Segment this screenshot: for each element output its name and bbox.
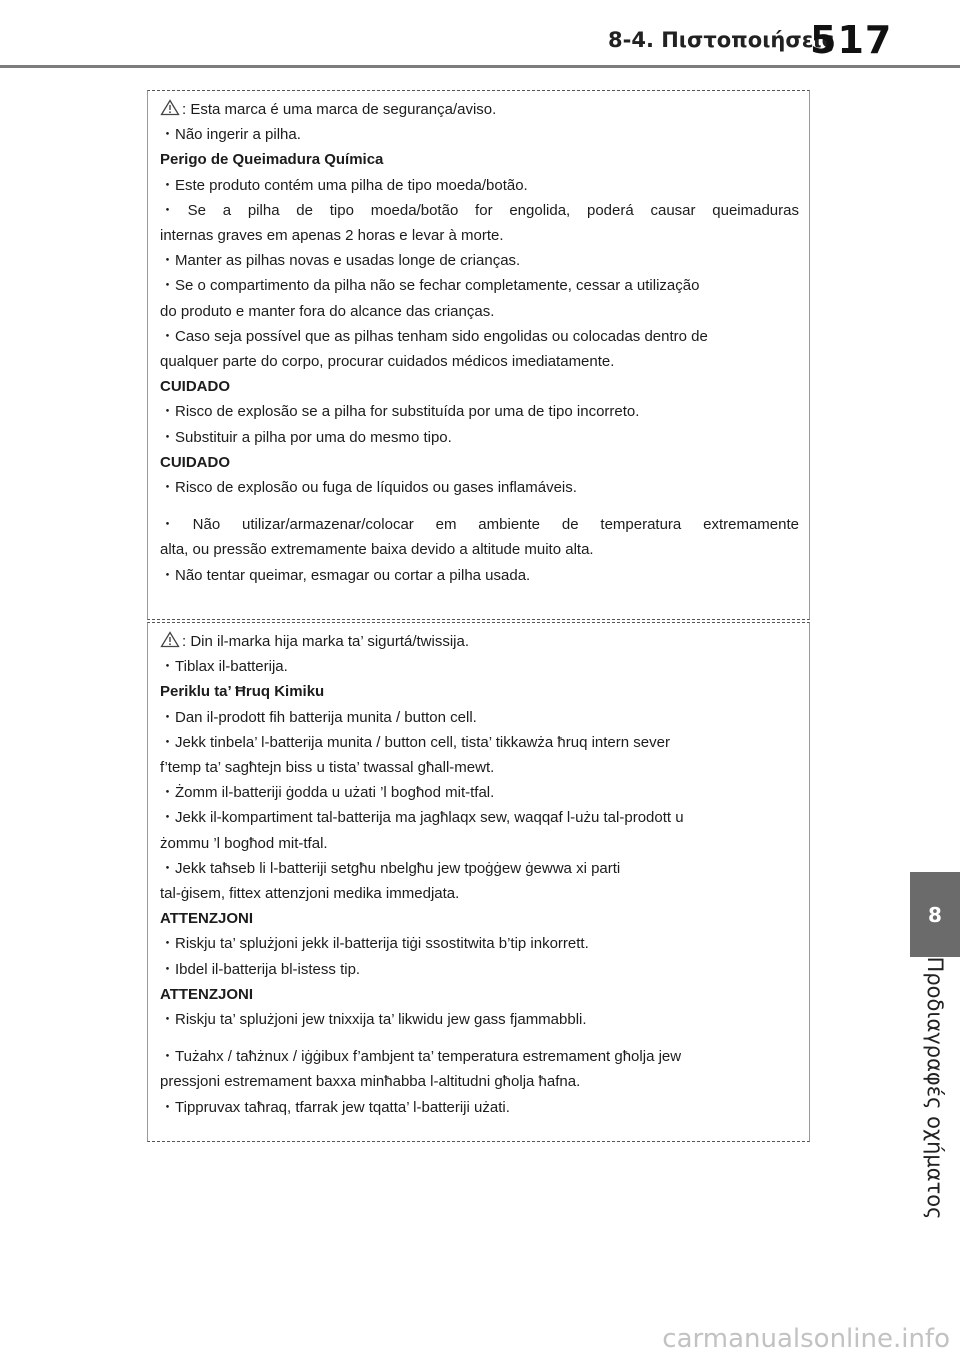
text-line: ・Jekk il-kompartiment tal-batterija ma jagħlaqx sew, waqqaf l-użu tal-prodott u xyxy=(160,809,684,827)
chapter-number: 8 xyxy=(928,902,942,927)
notice-box-portuguese xyxy=(147,90,810,620)
text-line: ・Se a pilha de tipo moeda/botão for engolida, poderá causar queimaduras xyxy=(160,201,799,219)
text-line: f’temp ta’ sagħtejn biss u tista’ twassal għall-mewt. xyxy=(160,759,495,777)
text-line: ・Não tentar queimar, esmagar ou cortar a pilha usada. xyxy=(160,566,531,584)
warning-text: : Esta marca é uma marca de segurança/aviso. xyxy=(182,101,497,118)
text-line: alta, ou pressão extremamente baixa devido a altitude muito alta. xyxy=(160,541,594,559)
text-line: ・Jekk taħseb li l-batteriji setgħu nbelgħu jew tpoġġew ġewwa xi parti xyxy=(160,859,621,877)
warning-text: : Din il-marka hija marka ta’ sigurtá/twissija. xyxy=(182,633,470,650)
text-line: ・Risco de explosão ou fuga de líquidos ou gases inflamáveis. xyxy=(160,479,577,497)
heading-line: ATTENZJONI xyxy=(160,985,254,1003)
text-line: qualquer parte do corpo, procurar cuidados médicos imediatamente. xyxy=(160,353,615,371)
text-line: ・Manter as pilhas novas e usadas longe de crianças. xyxy=(160,252,521,270)
text-line: ・Riskju ta’ splużjoni jew tnixxija ta’ likwidu jew gass fjammabbli. xyxy=(160,1011,587,1029)
warning-triangle-icon xyxy=(160,99,180,116)
text-line: ・Dan il-prodott fih batterija munita / button cell. xyxy=(160,708,477,726)
page-number: 517 xyxy=(810,18,893,62)
text-line: do produto e manter fora do alcance das crianças. xyxy=(160,302,495,320)
text-line: ・Não utilizar/armazenar/colocar em ambiente de temperatura extremamente xyxy=(160,516,799,534)
warning-line xyxy=(160,629,799,654)
heading-line: Periklu ta’ Ħruq Kimiku xyxy=(160,683,325,701)
warning-triangle-icon xyxy=(160,631,180,648)
text-line: ・Substituir a pilha por uma do mesmo tipo. xyxy=(160,428,452,446)
section-title: 8-4. Πιστοποιήσεις xyxy=(608,28,835,52)
text-line: ・Żomm il-batteriji ġodda u użati ’l bogħod mit-tfal. xyxy=(160,784,495,802)
chapter-tab[interactable] xyxy=(910,872,960,957)
heading-line: Perigo de Queimadura Química xyxy=(160,151,384,169)
header-rule xyxy=(0,65,960,68)
text-line: ・Tużahx / taħżnux / iġġibux f’ambjent ta’ temperatura estremament għolja jew xyxy=(160,1048,682,1066)
text-line: internas graves em apenas 2 horas e levar à morte. xyxy=(160,227,504,245)
text-line: tal-ġisem, fittex attenzjoni medika immedjata. xyxy=(160,885,460,903)
heading-line: CUIDADO xyxy=(160,378,230,396)
text-line: ・Tippruvax taħraq, tfarrak jew tqatta’ l-batteriji użati. xyxy=(160,1098,510,1116)
text-line: ・Riskju ta’ splużjoni jekk il-batterija tiġi ssostitwita b’tip inkorrett. xyxy=(160,935,589,953)
notice-box-maltese xyxy=(147,622,810,1142)
heading-line: ATTENZJONI xyxy=(160,910,254,928)
text-line: ・Ibdel il-batterija bl-istess tip. xyxy=(160,960,361,978)
text-line: ・Não ingerir a pilha. xyxy=(160,126,301,144)
text-line: żommu ’l bogħod mit-tfal. xyxy=(160,834,328,852)
text-line: ・Tiblax il-batterija. xyxy=(160,658,288,676)
watermark: carmanualsonline.info xyxy=(662,1324,950,1354)
warning-line xyxy=(160,97,799,122)
text-line: ・Este produto contém uma pilha de tipo moeda/botão. xyxy=(160,176,528,194)
text-line: ・Risco de explosão se a pilha for substituída por uma de tipo incorreto. xyxy=(160,403,640,421)
heading-line: CUIDADO xyxy=(160,453,230,471)
chapter-label-text: Προδιαγραφές οχήματος xyxy=(923,956,947,1220)
text-line: pressjoni estremament baxxa minħabba l-altitudni għolja ħafna. xyxy=(160,1073,581,1091)
text-line: ・Se o compartimento da pilha não se fechar completamente, cessar a utilização xyxy=(160,277,700,295)
text-line: ・Jekk tinbela’ l-batterija munita / button cell, tista’ tikkawża ħruq intern sever xyxy=(160,733,670,751)
text-line: ・Caso seja possível que as pilhas tenham sido engolidas ou colocadas dentro de xyxy=(160,327,708,345)
